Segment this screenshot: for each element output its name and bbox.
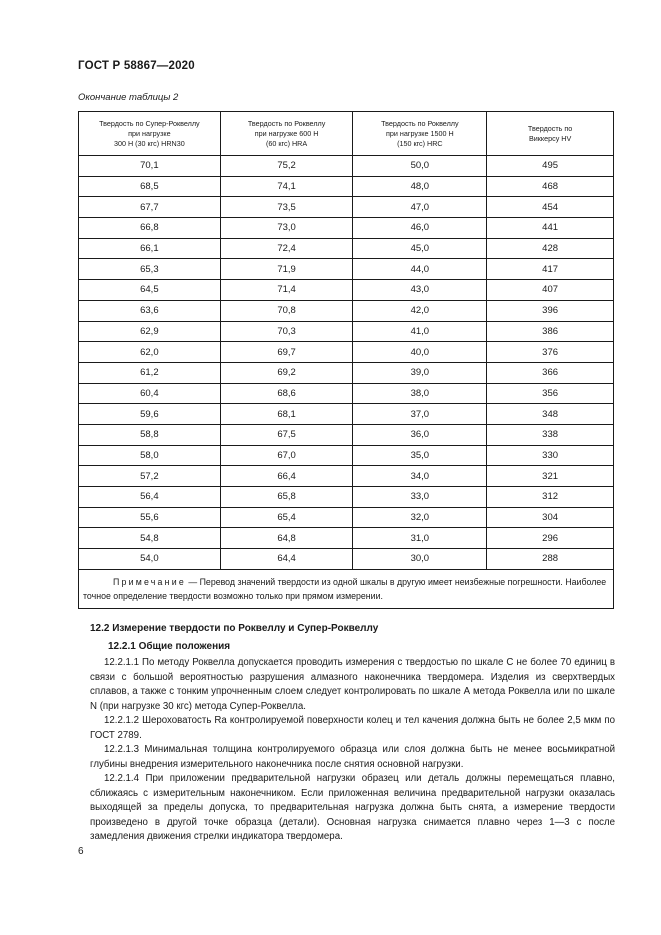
table-cell: 63,6 (79, 300, 221, 321)
table-cell: 74,1 (220, 176, 353, 197)
table-cell: 68,1 (220, 404, 353, 425)
table-cell: 70,8 (220, 300, 353, 321)
table-cell: 73,0 (220, 218, 353, 239)
paragraph (90, 743, 615, 772)
table-cell: 36,0 (353, 424, 487, 445)
table-cell: 62,0 (79, 342, 221, 363)
table-cell: 68,5 (79, 176, 221, 197)
table-row (79, 549, 614, 570)
table-row (79, 259, 614, 280)
section-heading: 12.2 Измерение твердости по Роквеллу и Супер-Роквеллу (90, 623, 379, 634)
table-row (79, 218, 614, 239)
table-cell: 60,4 (79, 383, 221, 404)
table-cell: 495 (487, 156, 614, 177)
table-row (79, 280, 614, 301)
paragraph (90, 656, 615, 714)
table-row (79, 176, 614, 197)
paragraph-text: 12.2.1.3 Минимальная толщина контролируемого образца или слоя должна быть не менее восьмикратной глубины внедрения измерительного наконечника после снятия основной нагрузки. (90, 744, 615, 770)
header-line: при нагрузке (128, 128, 171, 138)
table-row (79, 487, 614, 508)
table-cell: 64,4 (220, 549, 353, 570)
table-cell: 69,2 (220, 362, 353, 383)
paragraph-text: 12.2.1.1 По методу Роквелла допускается проводить измерения с твердостью по шкале С не более 70 единиц в связи с большой вероятностью разрушения алмазного наконечника твердомера. Изделия из сверхтвердых сплавов, а также с тонким упрочненным слоем следует контролировать по шкале А метода Роквелла или по шкале N (при нагрузке 30 кгс) метода Супер-Роквелла. (90, 657, 615, 712)
table-cell: 34,0 (353, 466, 487, 487)
table-cell: 55,6 (79, 507, 221, 528)
table-row (79, 404, 614, 425)
table-cell: 62,9 (79, 321, 221, 342)
header-hv (487, 112, 614, 156)
table-cell: 45,0 (353, 238, 487, 259)
paragraph (90, 772, 615, 845)
table-row (79, 445, 614, 466)
table-cell: 69,7 (220, 342, 353, 363)
table-cell: 40,0 (353, 342, 487, 363)
table-note-row (79, 569, 614, 608)
header-line: Твердость по Супер-Роквеллу (99, 118, 200, 128)
note-label: Примечание (113, 576, 186, 587)
header-line: 300 Н (30 кгс) HRN30 (113, 138, 185, 148)
table-cell: 321 (487, 466, 614, 487)
table-cell: 288 (487, 549, 614, 570)
table-cell: 35,0 (353, 445, 487, 466)
table-cell: 441 (487, 218, 614, 239)
table-cell: 46,0 (353, 218, 487, 239)
table-cell: 348 (487, 404, 614, 425)
table-cell: 56,4 (79, 487, 221, 508)
table-row (79, 424, 614, 445)
table-row (79, 383, 614, 404)
table-cell: 67,0 (220, 445, 353, 466)
table-cell: 312 (487, 487, 614, 508)
table-cell: 61,2 (79, 362, 221, 383)
note-text: — Перевод значений твердости из одной шкалы в другую имеет неизбежные погрешности. Наиболее точное определение твердости возможно только при прямом измерении. (83, 576, 607, 601)
table-cell: 39,0 (353, 362, 487, 383)
table-row (79, 156, 614, 177)
table-cell: 70,3 (220, 321, 353, 342)
table-cell: 66,1 (79, 238, 221, 259)
table-caption: Окончание таблицы 2 (78, 92, 179, 103)
header-hra (220, 112, 353, 156)
table-cell: 59,6 (79, 404, 221, 425)
table-cell: 54,0 (79, 549, 221, 570)
paragraph-text: 12.2.1.4 При приложении предварительной нагрузки образец или деталь должны перемещаться плавно, сближаясь с измерительным наконечником. Если приложенная величина предварительной нагрузки оказалась выходящей за пределы допуска, то предварительная нагрузка должна быть снята, а измерение твердости произведено в другой точке образца (детали). Основная нагрузка снимается плавно через 1—3 с после замедления движения стрелки индикатора твердомера. (90, 773, 615, 842)
header-line: Твердость по Роквеллу (247, 118, 326, 128)
table-cell: 407 (487, 280, 614, 301)
table-cell: 417 (487, 259, 614, 280)
table-cell: 58,0 (79, 445, 221, 466)
table-cell: 66,8 (79, 218, 221, 239)
table-row (79, 466, 614, 487)
table-cell: 54,8 (79, 528, 221, 549)
table-header-row (79, 112, 614, 156)
table-row (79, 342, 614, 363)
table-cell: 356 (487, 383, 614, 404)
table-row (79, 528, 614, 549)
table-cell: 37,0 (353, 404, 487, 425)
header-line: Виккерсу HV (528, 133, 572, 143)
header-line: (150 кгс) HRC (397, 138, 443, 148)
table-row (79, 362, 614, 383)
table-row (79, 300, 614, 321)
header-line: Твердость по (527, 123, 573, 133)
table-cell: 304 (487, 507, 614, 528)
table-cell: 50,0 (353, 156, 487, 177)
table-body (79, 156, 614, 609)
header-hrc (353, 112, 487, 156)
table-cell: 73,5 (220, 197, 353, 218)
table-cell: 47,0 (353, 197, 487, 218)
table-cell: 58,8 (79, 424, 221, 445)
table-cell: 48,0 (353, 176, 487, 197)
table-cell: 68,6 (220, 383, 353, 404)
table-cell: 72,4 (220, 238, 353, 259)
table-cell: 67,7 (79, 197, 221, 218)
table-cell: 468 (487, 176, 614, 197)
table-cell: 67,5 (220, 424, 353, 445)
table-cell: 57,2 (79, 466, 221, 487)
table-cell: 338 (487, 424, 614, 445)
table-cell: 66,4 (220, 466, 353, 487)
header-line: при нагрузке 600 Н (254, 128, 319, 138)
table-cell: 386 (487, 321, 614, 342)
table-cell: 32,0 (353, 507, 487, 528)
paragraph-text: 12.2.1.2 Шероховатость Ra контролируемой поверхности колец и тел качения должна быть не более 2,5 мкм по ГОСТ 2789. (90, 715, 615, 741)
table-row (79, 238, 614, 259)
table-cell: 38,0 (353, 383, 487, 404)
header-line: Твердость по Роквеллу (381, 118, 459, 128)
table-cell: 454 (487, 197, 614, 218)
header-line: (60 кгс) HRA (266, 138, 308, 148)
table-cell: 75,2 (220, 156, 353, 177)
table-cell: 64,5 (79, 280, 221, 301)
table-cell: 376 (487, 342, 614, 363)
paragraph (90, 714, 615, 743)
header-hrn30 (79, 112, 221, 156)
table-cell: 366 (487, 362, 614, 383)
table-note (79, 569, 614, 608)
table-cell: 31,0 (353, 528, 487, 549)
table-cell: 71,9 (220, 259, 353, 280)
table-row (79, 507, 614, 528)
table-cell: 70,1 (79, 156, 221, 177)
hardness-conversion-table (78, 111, 614, 609)
table-cell: 42,0 (353, 300, 487, 321)
table-cell: 396 (487, 300, 614, 321)
table-cell: 65,4 (220, 507, 353, 528)
table-cell: 33,0 (353, 487, 487, 508)
table-cell: 65,3 (79, 259, 221, 280)
page-number: 6 (78, 846, 84, 857)
table-cell: 428 (487, 238, 614, 259)
subsection-heading: 12.2.1 Общие положения (108, 641, 231, 652)
table-cell: 296 (487, 528, 614, 549)
table-cell: 64,8 (220, 528, 353, 549)
table-cell: 71,4 (220, 280, 353, 301)
header-line: при нагрузке 1500 Н (385, 128, 454, 138)
standard-header: ГОСТ Р 58867—2020 (78, 60, 195, 72)
table-row (79, 197, 614, 218)
table-cell: 30,0 (353, 549, 487, 570)
table-cell: 43,0 (353, 280, 487, 301)
table-cell: 330 (487, 445, 614, 466)
table-cell: 41,0 (353, 321, 487, 342)
table-cell: 65,8 (220, 487, 353, 508)
table-row (79, 321, 614, 342)
table-cell: 44,0 (353, 259, 487, 280)
